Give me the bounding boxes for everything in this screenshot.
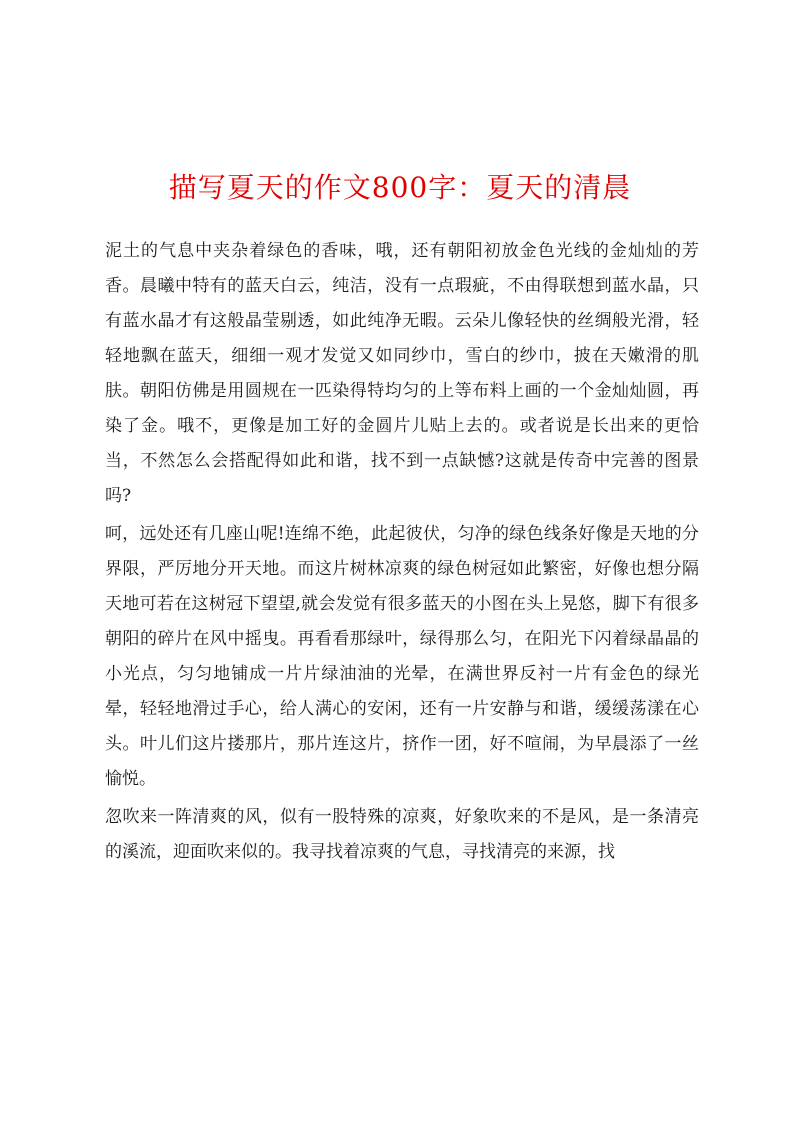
document-title: 描写夏天的作文800字：夏天的清晨 (168, 171, 632, 204)
paragraph-2: 呵，远处还有几座山呢!连绵不绝，此起彼伏，匀净的绿色线条好像是天地的分界限，严厉地分开天地。而这片树林凉爽的绿色树冠如此繁密，好像也想分隔天地可若在这树冠下望望,就会发觉有很多蓝天的小图在头上晃悠，脚下有很多朝阳的碎片在风中摇曳。再看看那绿叶，绿得那么匀，在阳光下闪着绿晶晶的小光点，匀匀地铺成一片片绿油油的光晕，在满世界反衬一片有金色的绿光晕，轻轻地滑过手心，给人满心的安闲，还有一片安静与和谐，缓缓荡漾在心头。叶儿们这片搂那片，那片连这片，挤作一团，好不喧闹，为早晨添了一丝愉悦。 (105, 524, 699, 789)
paragraph-1: 泥土的气息中夹杂着绿色的香味，哦，还有朝阳初放金色光线的金灿灿的芳香。晨曦中特有的蓝天白云，纯洁，没有一点瑕疵，不由得联想到蓝水晶，只有蓝水晶才有这般晶莹剔透，如此纯净无暇。云朵儿像轻快的丝绸般光滑，轻轻地飘在蓝天，细细一观才发觉又如同纱巾，雪白的纱巾，披在天嫩滑的肌肤。朝阳仿佛是用圆规在一匹染得特均匀的上等布料上画的一个金灿灿圆，再染了金。哦不，更像是加工好的金圆片儿贴上去的。或者说是长出来的更恰当，不然怎么会搭配得如此和谐，找不到一点缺憾?这就是传奇中完善的图景吗? (105, 241, 699, 506)
document-body (105, 234, 699, 870)
paragraph-3: 忽吹来一阵清爽的风，似有一股特殊的凉爽，好象吹来的不是风，是一条清亮的溪流，迎面吹来似的。我寻找着凉爽的气息，寻找清亮的来源，找 (105, 807, 699, 862)
